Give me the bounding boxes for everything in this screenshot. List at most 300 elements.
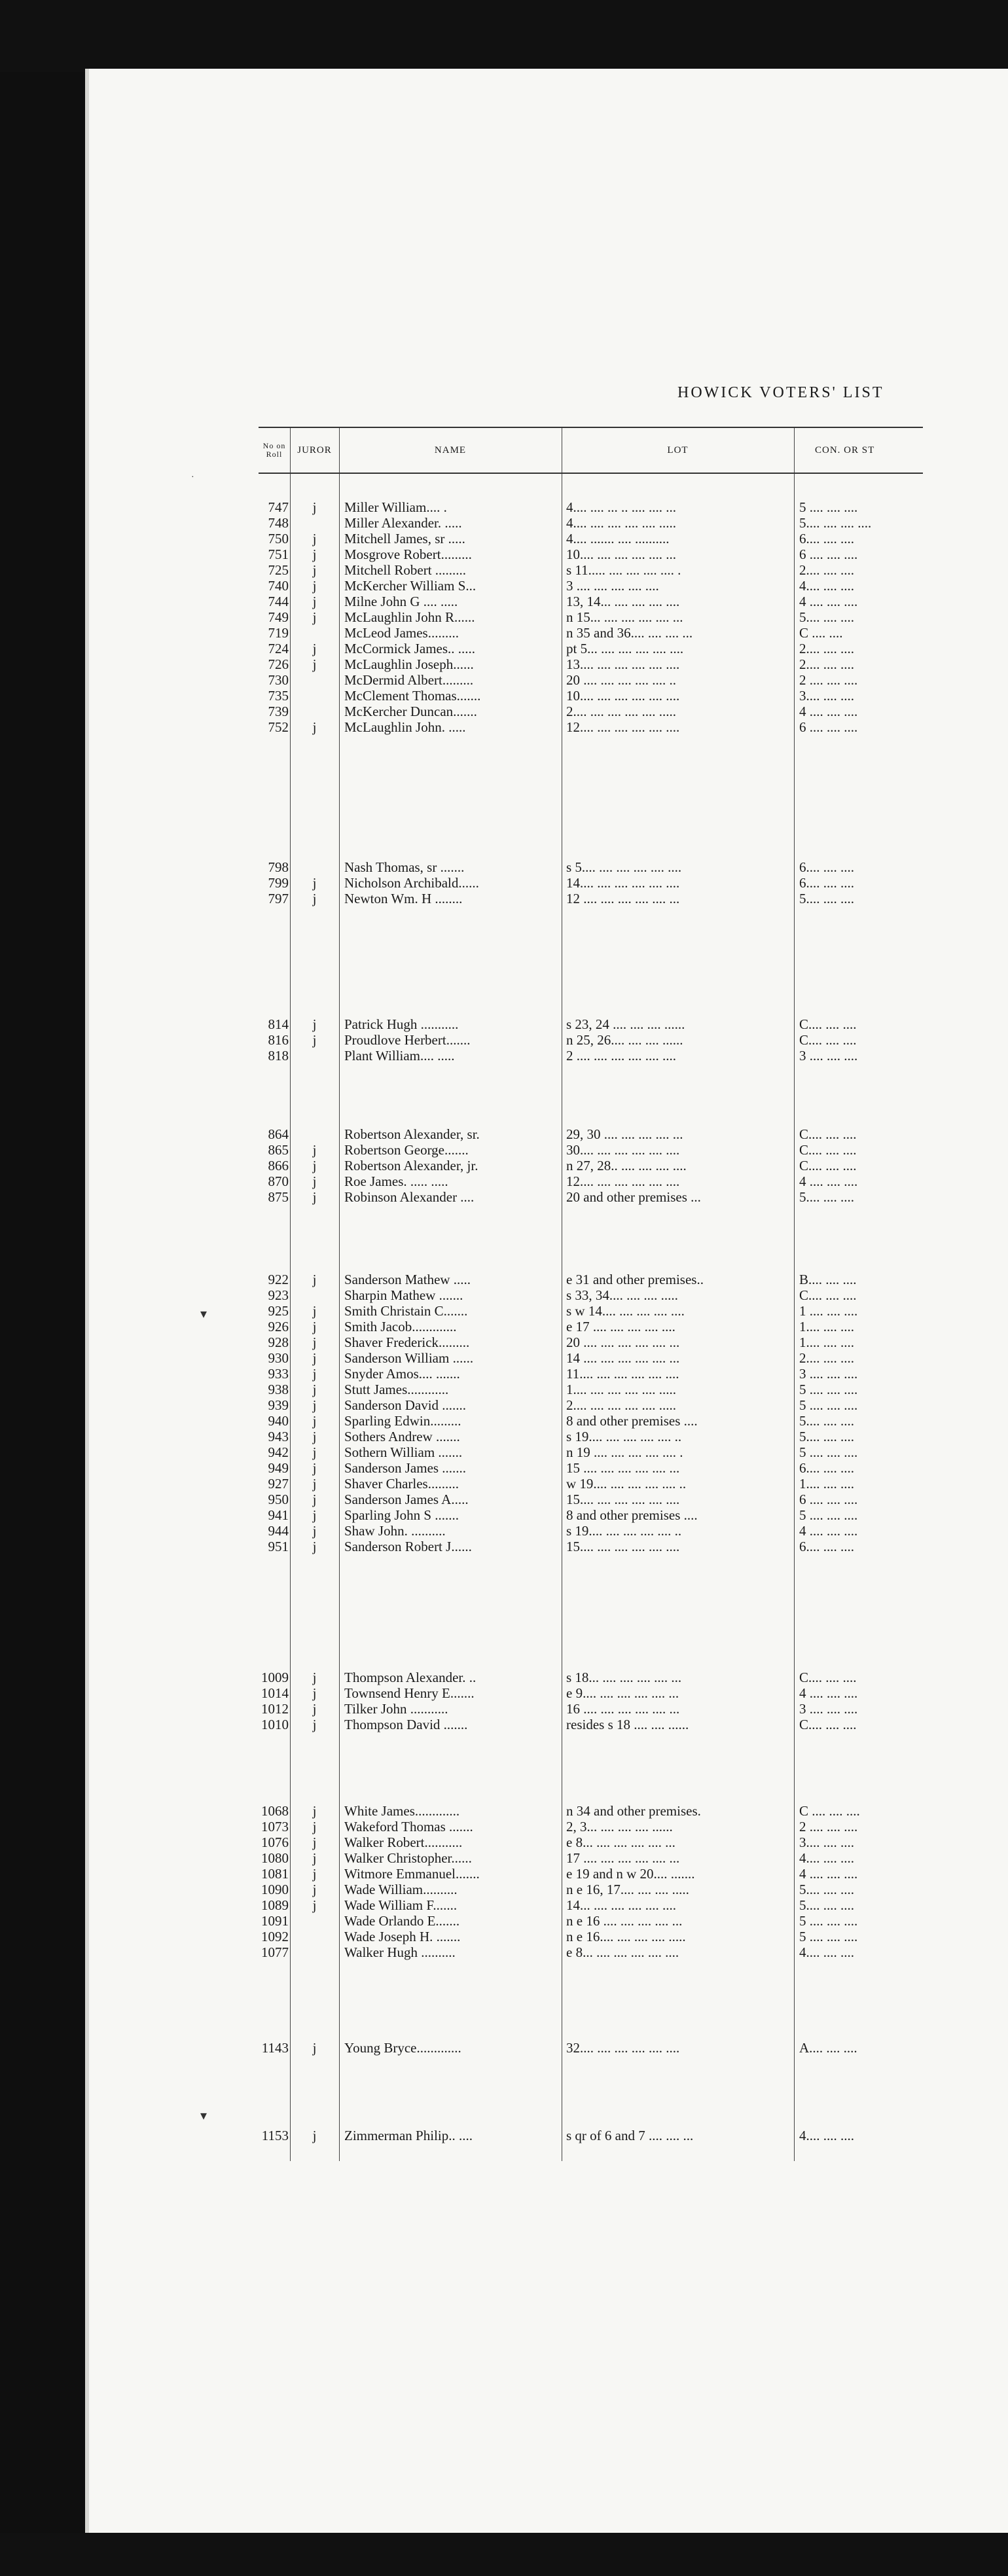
roll-number: 1009	[261, 1670, 289, 1685]
roll-number: 1012	[261, 1701, 289, 1717]
voter-name: Mitchell Robert .........	[344, 562, 467, 578]
juror-mark: j	[312, 1303, 317, 1319]
concession: 4 .... .... ....	[799, 1685, 858, 1701]
roll-number: 941	[268, 1507, 289, 1523]
concession: 5.... .... ....	[799, 1882, 854, 1897]
column-header-con: CON. OR ST	[815, 444, 875, 456]
juror-mark: j	[312, 1866, 317, 1882]
roll-number: 735	[268, 688, 289, 704]
roll-number: 1073	[261, 1819, 289, 1834]
lot-description: 12.... .... .... .... .... ....	[566, 719, 680, 735]
voter-name: Nicholson Archibald......	[344, 875, 479, 891]
page-title: HOWICK VOTERS' LIST	[677, 384, 884, 401]
voters-table-header	[259, 427, 923, 474]
juror-mark: j	[312, 1523, 317, 1539]
lot-description: n e 16 .... .... .... .... ...	[566, 1913, 683, 1929]
lot-description: s 33, 34.... .... .... .....	[566, 1287, 678, 1303]
lot-description: 2, 3... .... .... .... ......	[566, 1819, 673, 1834]
roll-number: 814	[268, 1016, 289, 1032]
voter-name: Wade William F.......	[344, 1897, 458, 1913]
juror-mark: j	[312, 1460, 317, 1476]
table-row	[259, 1507, 923, 1524]
voter-name: McLaughlin Joseph......	[344, 656, 474, 672]
concession: 2.... .... ....	[799, 562, 854, 578]
table-row	[259, 609, 923, 626]
voter-name: Robertson Alexander, jr.	[344, 1158, 478, 1173]
page-edge	[85, 69, 89, 2533]
voter-name: Milne John G .... .....	[344, 594, 458, 609]
roll-number: 923	[268, 1287, 289, 1303]
concession: 2 .... .... ....	[799, 1819, 858, 1834]
voter-name: Wade Joseph H. .......	[344, 1929, 461, 1944]
lot-description: 15.... .... .... .... .... ....	[566, 1539, 680, 1554]
voter-name: Proudlove Herbert.......	[344, 1032, 471, 1048]
voter-name: Wade William..........	[344, 1882, 458, 1897]
concession: 3 .... .... ....	[799, 1366, 858, 1382]
table-row	[259, 1944, 923, 1961]
lot-description: s 18... .... .... .... .... ...	[566, 1670, 682, 1685]
table-row	[259, 1365, 923, 1382]
voter-name: McKercher Duncan.......	[344, 704, 477, 719]
lot-description: n 35 and 36.... .... .... ...	[566, 625, 693, 641]
voter-name: Smith Jacob.............	[344, 1319, 457, 1334]
concession: 2.... .... ....	[799, 656, 854, 672]
lot-description: s 5.... .... .... .... .... ....	[566, 859, 682, 875]
lot-description: 3 .... .... .... .... ....	[566, 578, 659, 594]
voter-name: Miller Alexander. .....	[344, 515, 462, 531]
roll-number: 1091	[261, 1913, 289, 1929]
voter-name: Robertson Alexander, sr.	[344, 1126, 480, 1142]
juror-mark: j	[312, 1444, 317, 1460]
concession: 3.... .... ....	[799, 1834, 854, 1850]
roll-number: 938	[268, 1382, 289, 1397]
roll-number: 875	[268, 1189, 289, 1205]
roll-number: 750	[268, 531, 289, 546]
voter-name: McClement Thomas.......	[344, 688, 481, 704]
lot-description: s 11..... .... .... .... .... .	[566, 562, 681, 578]
lot-description: 1.... .... .... .... .... .....	[566, 1382, 676, 1397]
roll-number: 928	[268, 1334, 289, 1350]
lot-description: 12 .... .... .... .... .... ...	[566, 891, 680, 906]
lot-description: 14 .... .... .... .... .... ...	[566, 1350, 680, 1366]
lot-description: s w 14.... .... .... .... ....	[566, 1303, 685, 1319]
concession: 5.... .... ....	[799, 1897, 854, 1913]
lot-description: n 19 .... .... .... .... .... .	[566, 1444, 683, 1460]
roll-number: 798	[268, 859, 289, 875]
roll-number: 747	[268, 499, 289, 515]
juror-mark: j	[312, 1717, 317, 1732]
table-row	[259, 687, 923, 704]
concession: 5 .... .... ....	[799, 1382, 858, 1397]
concession: C.... .... ....	[799, 1670, 857, 1685]
concession: 2.... .... ....	[799, 1350, 854, 1366]
concession: 5 .... .... ....	[799, 1507, 858, 1523]
concession: B.... .... ....	[799, 1272, 857, 1287]
juror-mark: j	[312, 656, 317, 672]
table-row	[259, 1016, 923, 1033]
roll-number: 1143	[261, 2040, 289, 2056]
table-row	[259, 1428, 923, 1445]
lot-description: e 31 and other premises..	[566, 1272, 704, 1287]
juror-mark: j	[312, 1189, 317, 1205]
table-row	[259, 1912, 923, 1929]
concession: C.... .... ....	[799, 1032, 857, 1048]
table-row	[259, 1412, 923, 1429]
table-row	[259, 1141, 923, 1158]
table-row	[259, 593, 923, 610]
lot-description: 12.... .... .... .... .... ....	[566, 1173, 680, 1189]
lot-description: e 17 .... .... .... .... ....	[566, 1319, 675, 1334]
lot-description: e 8... .... .... .... .... ....	[566, 1944, 679, 1960]
roll-number: 740	[268, 578, 289, 594]
juror-mark: j	[312, 1492, 317, 1507]
voter-name: Sparling John S .......	[344, 1507, 459, 1523]
table-row	[259, 1397, 923, 1414]
voter-name: Sanderson James A.....	[344, 1492, 469, 1507]
table-row	[259, 1865, 923, 1882]
table-row	[259, 1850, 923, 1867]
table-row	[259, 1271, 923, 1288]
table-row	[259, 890, 923, 907]
table-row	[259, 703, 923, 720]
juror-mark: j	[312, 719, 317, 735]
roll-number: 942	[268, 1444, 289, 1460]
juror-mark: j	[312, 1897, 317, 1913]
lot-description: resides s 18 .... .... ......	[566, 1717, 689, 1732]
lot-description: 16 .... .... .... .... .... ...	[566, 1701, 680, 1717]
juror-mark: j	[312, 499, 317, 515]
voter-name: Walker Christopher......	[344, 1850, 472, 1866]
lot-description: 20 .... .... .... .... .... ...	[566, 1334, 680, 1350]
concession: 4.... .... ....	[799, 1850, 854, 1866]
juror-mark: j	[312, 875, 317, 891]
table-row	[259, 1475, 923, 1492]
voter-name: Sanderson Mathew .....	[344, 1272, 471, 1287]
concession: 6.... .... ....	[799, 1539, 854, 1554]
voter-name: Sanderson Robert J......	[344, 1539, 472, 1554]
voter-name: McLeod James.........	[344, 625, 459, 641]
concession: 5.... .... ....	[799, 891, 854, 906]
voter-name: Robinson Alexander ....	[344, 1189, 475, 1205]
table-row	[259, 1538, 923, 1555]
roll-number: 752	[268, 719, 289, 735]
voter-name: Witmore Emmanuel.......	[344, 1866, 480, 1882]
concession: 4 .... .... ....	[799, 594, 858, 609]
roll-number: 724	[268, 641, 289, 656]
concession: 5.... .... .... ....	[799, 515, 872, 531]
lot-description: n 34 and other premises.	[566, 1803, 701, 1819]
concession: 5.... .... ....	[799, 1189, 854, 1205]
table-row	[259, 1491, 923, 1508]
scan-border-top	[0, 0, 1008, 72]
lot-description: n 27, 28.. .... .... .... ....	[566, 1158, 687, 1173]
roll-number: 797	[268, 891, 289, 906]
table-row	[259, 1802, 923, 1819]
column-header-juror: JUROR	[297, 444, 332, 456]
voter-name: Sanderson James .......	[344, 1460, 467, 1476]
concession: C.... .... ....	[799, 1016, 857, 1032]
concession: 1.... .... ....	[799, 1476, 854, 1492]
concession: 3 .... .... ....	[799, 1048, 858, 1064]
concession: 4.... .... ....	[799, 2128, 854, 2143]
voter-name: Walker Robert...........	[344, 1834, 463, 1850]
lot-description: 10.... .... .... .... .... ...	[566, 546, 676, 562]
scan-speck: ▾	[200, 1307, 207, 1321]
concession: 5 .... .... ....	[799, 1929, 858, 1944]
voter-name: Young Bryce.............	[344, 2040, 461, 2056]
voter-name: Robertson George.......	[344, 1142, 469, 1158]
concession: C.... .... ....	[799, 1287, 857, 1303]
table-row	[259, 1928, 923, 1945]
lot-description: s 23, 24 .... .... .... ......	[566, 1016, 685, 1032]
concession: 5.... .... ....	[799, 1413, 854, 1429]
table-row	[259, 1287, 923, 1304]
concession: 5.... .... ....	[799, 609, 854, 625]
roll-number: 726	[268, 656, 289, 672]
lot-description: 13.... .... .... .... .... ....	[566, 656, 680, 672]
voter-name: Zimmerman Philip.. ....	[344, 2128, 473, 2143]
concession: 6.... .... ....	[799, 1460, 854, 1476]
voter-name: Walker Hugh ..........	[344, 1944, 456, 1960]
scan-border-bottom	[0, 2533, 1008, 2576]
roll-number: 940	[268, 1413, 289, 1429]
juror-mark: j	[312, 1142, 317, 1158]
juror-mark: j	[312, 1397, 317, 1413]
lot-description: e 9.... .... .... .... .... ...	[566, 1685, 679, 1701]
table-row	[259, 640, 923, 657]
roll-number: 933	[268, 1366, 289, 1382]
concession: 5 .... .... ....	[799, 1397, 858, 1413]
scan-border-left	[0, 0, 85, 2576]
lot-description: 8 and other premises ....	[566, 1413, 698, 1429]
juror-mark: j	[312, 562, 317, 578]
lot-description: 8 and other premises ....	[566, 1507, 698, 1523]
table-row	[259, 1302, 923, 1319]
voter-name: White James.............	[344, 1803, 460, 1819]
roll-number: 922	[268, 1272, 289, 1287]
juror-mark: j	[312, 1670, 317, 1685]
roll-number: 870	[268, 1173, 289, 1189]
concession: 5 .... .... ....	[799, 1913, 858, 1929]
juror-mark: j	[312, 1476, 317, 1492]
roll-number: 818	[268, 1048, 289, 1064]
column-header-no-on-roll: No on Roll	[262, 441, 286, 459]
voter-name: Sothers Andrew .......	[344, 1429, 460, 1444]
roll-number: 816	[268, 1032, 289, 1048]
concession: C .... .... ....	[799, 1803, 860, 1819]
table-row	[259, 1522, 923, 1539]
concession: 3 .... .... ....	[799, 1701, 858, 1717]
juror-mark: j	[312, 1334, 317, 1350]
table-row	[259, 1700, 923, 1717]
voter-name: Thompson Alexander. ..	[344, 1670, 477, 1685]
juror-mark: j	[312, 609, 317, 625]
concession: A.... .... ....	[799, 2040, 857, 2056]
lot-description: 30.... .... .... .... .... ....	[566, 1142, 680, 1158]
table-row	[259, 562, 923, 579]
voter-name: Patrick Hugh ...........	[344, 1016, 459, 1032]
roll-number: 744	[268, 594, 289, 609]
juror-mark: j	[312, 1539, 317, 1554]
juror-mark: j	[312, 1429, 317, 1444]
roll-number: 1092	[261, 1929, 289, 1944]
table-row	[259, 1126, 923, 1143]
voter-name: Plant William.... .....	[344, 1048, 455, 1064]
roll-number: 719	[268, 625, 289, 641]
concession: 5 .... .... ....	[799, 499, 858, 515]
lot-description: 15.... .... .... .... .... ....	[566, 1492, 680, 1507]
voter-name: Stutt James............	[344, 1382, 449, 1397]
voter-name: McLaughlin John. .....	[344, 719, 466, 735]
voter-name: Thompson David .......	[344, 1717, 468, 1732]
concession: 3.... .... ....	[799, 688, 854, 704]
lot-description: w 19.... .... .... .... .... ..	[566, 1476, 687, 1492]
lot-description: 4.... ....... .... ..........	[566, 531, 670, 546]
concession: C.... .... ....	[799, 1717, 857, 1732]
juror-mark: j	[312, 1834, 317, 1850]
voter-name: Sparling Edwin.........	[344, 1413, 461, 1429]
voter-name: McKercher William S...	[344, 578, 477, 594]
lot-description: 20 .... .... .... .... .... ..	[566, 672, 676, 688]
table-row	[259, 1318, 923, 1335]
juror-mark: j	[312, 1350, 317, 1366]
scan-speck: ▾	[200, 2109, 207, 2123]
juror-mark: j	[312, 1701, 317, 1717]
juror-mark: j	[312, 891, 317, 906]
lot-description: s qr of 6 and 7 .... .... ...	[566, 2128, 694, 2143]
table-row	[259, 624, 923, 641]
roll-number: 799	[268, 875, 289, 891]
table-row	[259, 1047, 923, 1064]
roll-number: 949	[268, 1460, 289, 1476]
juror-mark: j	[312, 1413, 317, 1429]
table-row	[259, 1834, 923, 1851]
column-header-lot: LOT	[667, 444, 689, 456]
lot-description: n 15... .... .... .... .... ...	[566, 609, 683, 625]
lot-description: s 19.... .... .... .... .... ..	[566, 1523, 682, 1539]
lot-description: s 19.... .... .... .... .... ..	[566, 1429, 682, 1444]
table-row	[259, 656, 923, 673]
voter-name: Miller William.... .	[344, 499, 447, 515]
table-row	[259, 1157, 923, 1174]
roll-number: 866	[268, 1158, 289, 1173]
lot-description: 14.... .... .... .... .... ....	[566, 875, 680, 891]
juror-mark: j	[312, 546, 317, 562]
lot-description: 15 .... .... .... .... .... ...	[566, 1460, 680, 1476]
lot-description: 2.... .... .... .... .... .....	[566, 1397, 676, 1413]
roll-number: 1153	[261, 2128, 289, 2143]
roll-number: 749	[268, 609, 289, 625]
roll-number: 951	[268, 1539, 289, 1554]
juror-mark: j	[312, 1882, 317, 1897]
lot-description: 29, 30 .... .... .... .... ...	[566, 1126, 683, 1142]
table-row	[259, 546, 923, 563]
concession: 6 .... .... ....	[799, 719, 858, 735]
voter-name: McCormick James.. .....	[344, 641, 476, 656]
roll-number: 1076	[261, 1834, 289, 1850]
voter-name: Wade Orlando E.......	[344, 1913, 460, 1929]
roll-number: 944	[268, 1523, 289, 1539]
juror-mark: j	[312, 1319, 317, 1334]
table-row	[259, 1031, 923, 1048]
scan-speck: ·	[191, 473, 194, 482]
concession: 2 .... .... ....	[799, 672, 858, 688]
table-row	[259, 1685, 923, 1702]
juror-mark: j	[312, 1382, 317, 1397]
table-row	[259, 1897, 923, 1914]
voter-name: Sanderson David .......	[344, 1397, 467, 1413]
table-row	[259, 1381, 923, 1398]
lot-description: e 8... .... .... .... .... ...	[566, 1834, 675, 1850]
juror-mark: j	[312, 1507, 317, 1523]
lot-description: 4.... .... .... .... .... .....	[566, 515, 676, 531]
roll-number: 930	[268, 1350, 289, 1366]
table-row	[259, 530, 923, 547]
roll-number: 730	[268, 672, 289, 688]
roll-number: 943	[268, 1429, 289, 1444]
lot-description: 32.... .... .... .... .... ....	[566, 2040, 680, 2056]
lot-description: pt 5... .... .... .... .... ....	[566, 641, 684, 656]
voter-name: Sharpin Mathew .......	[344, 1287, 463, 1303]
concession: 4 .... .... ....	[799, 1523, 858, 1539]
roll-number: 950	[268, 1492, 289, 1507]
concession: 4 .... .... ....	[799, 704, 858, 719]
voter-name: McLaughlin John R......	[344, 609, 475, 625]
voter-name: McDermid Albert.........	[344, 672, 474, 688]
lot-description: 11.... .... .... .... .... ....	[566, 1366, 679, 1382]
juror-mark: j	[312, 2128, 317, 2143]
lot-description: 4.... .... ... .. .... .... ...	[566, 499, 676, 515]
roll-number: 1090	[261, 1882, 289, 1897]
voter-name: Sanderson William ......	[344, 1350, 474, 1366]
juror-mark: j	[312, 531, 317, 546]
roll-number: 739	[268, 704, 289, 719]
juror-mark: j	[312, 641, 317, 656]
voter-name: Tilker John ...........	[344, 1701, 448, 1717]
roll-number: 1080	[261, 1850, 289, 1866]
voter-name: Wakeford Thomas .......	[344, 1819, 473, 1834]
roll-number: 927	[268, 1476, 289, 1492]
table-row	[259, 1881, 923, 1898]
concession: 4 .... .... ....	[799, 1866, 858, 1882]
concession: 1.... .... ....	[799, 1319, 854, 1334]
juror-mark: j	[312, 1272, 317, 1287]
table-row	[259, 2127, 923, 2144]
table-row	[259, 874, 923, 891]
table-row	[259, 1716, 923, 1733]
juror-mark: j	[312, 594, 317, 609]
table-row	[259, 1444, 923, 1461]
juror-mark: j	[312, 1819, 317, 1834]
lot-description: n 25, 26.... .... .... ......	[566, 1032, 683, 1048]
voter-name: Newton Wm. H ........	[344, 891, 463, 906]
roll-number: 1014	[261, 1685, 289, 1701]
roll-number: 865	[268, 1142, 289, 1158]
concession: 5 .... .... ....	[799, 1444, 858, 1460]
concession: 4 .... .... ....	[799, 1173, 858, 1189]
column-header-name: NAME	[434, 444, 467, 456]
concession: C.... .... ....	[799, 1158, 857, 1173]
concession: 6.... .... ....	[799, 531, 854, 546]
roll-number: 1077	[261, 1944, 289, 1960]
juror-mark: j	[312, 1685, 317, 1701]
lot-description: 2.... .... .... .... .... .....	[566, 704, 676, 719]
roll-number: 1068	[261, 1803, 289, 1819]
juror-mark: j	[312, 2040, 317, 2056]
lot-description: n e 16.... .... .... .... .....	[566, 1929, 686, 1944]
voter-name: Shaver Charles.........	[344, 1476, 459, 1492]
concession: 5.... .... ....	[799, 1429, 854, 1444]
